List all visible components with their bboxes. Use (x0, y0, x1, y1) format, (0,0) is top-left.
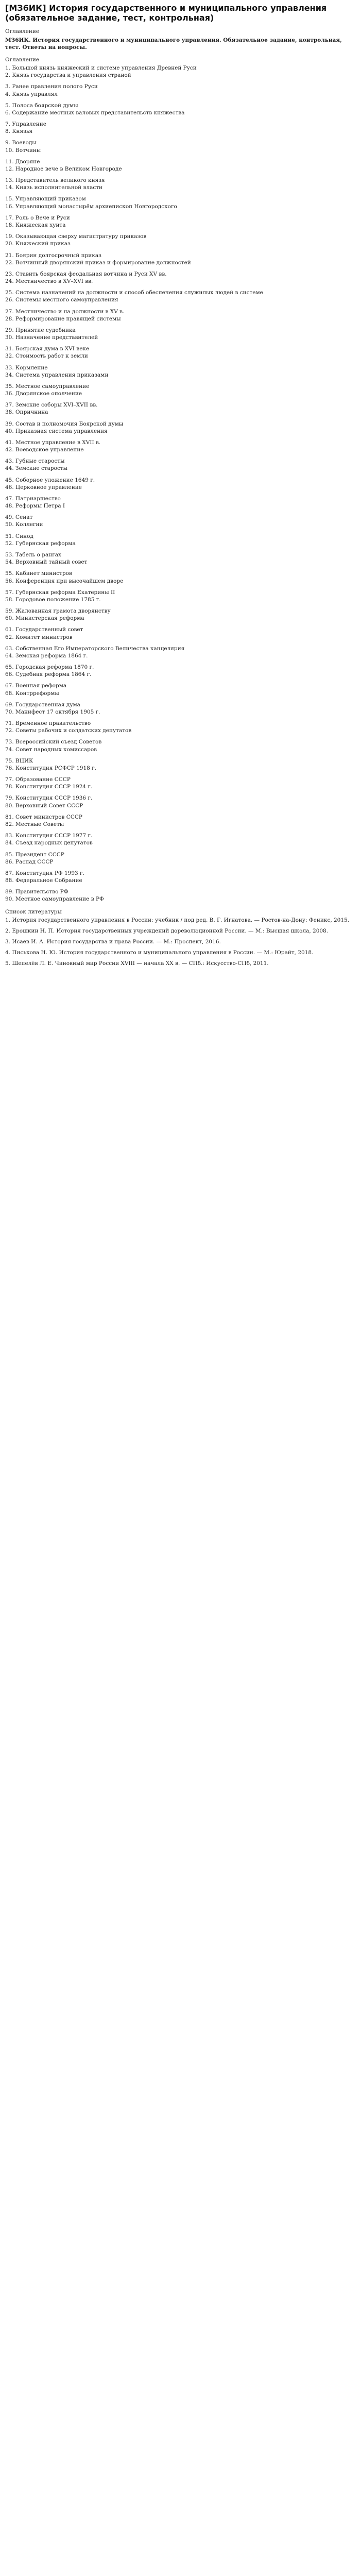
question-text: 81. Совет министров СССР (5, 814, 82, 820)
question-text: 87. Конституция РФ 1993 г. (5, 870, 84, 876)
qa-item (5, 233, 356, 247)
qa-item (5, 327, 356, 341)
bibliography-list (5, 917, 356, 968)
answer-text: 48. Реформы Петра I (5, 503, 65, 510)
qa-item (5, 870, 356, 884)
question-text: 57. Губернская реформа Екатерины II (5, 589, 115, 596)
answer-text: 72. Советы рабочих и солдатских депутатов (5, 727, 132, 734)
qa-item (5, 495, 356, 510)
qa-item (5, 814, 356, 828)
question-text: 5. Полоса боярской думы (5, 102, 78, 109)
toc-text: МЗ6ИК. История государственного и муниципального управления. Обязательное задание, контрольная, тест. Ответы на вопросы. (5, 37, 342, 50)
qa-list (5, 64, 356, 903)
answer-text: 18. Княжеская хунта (5, 222, 66, 228)
page (0, 0, 361, 976)
answer-text: 4. Князь управлял (5, 91, 58, 97)
qa-item (5, 626, 356, 640)
answer-text: 90. Местное самоуправление в РФ (5, 896, 104, 903)
qa-item (5, 851, 356, 866)
question-text: 3. Ранее правления полого Руси (5, 83, 98, 90)
bibliography-item: 1. История государственного управления в России: учебник / под ред. В. Г. Игнатова. — Ростов-на-Дону: Феникс, 2015. (5, 917, 350, 923)
question-text: 41. Местное управление в XVII в. (5, 439, 101, 446)
answer-text: 10. Вотчины (5, 147, 41, 154)
question-text: 51. Синод (5, 533, 33, 539)
answer-text: 62. Комитет министров (5, 634, 73, 640)
answer-text: 64. Земская реформа 1864 г. (5, 652, 88, 659)
qa-item (5, 832, 356, 846)
qa-item (5, 121, 356, 135)
section-label: Оглавление (5, 56, 40, 63)
answer-text: 40. Приказная система управления (5, 428, 108, 434)
qa-item (5, 738, 356, 753)
question-text: 7. Управление (5, 121, 46, 128)
question-text: 19. Оказывающая сверху магистратуру приказов (5, 233, 147, 240)
question-text: 73. Всероссийский съезд Советов (5, 739, 102, 745)
qa-item (5, 701, 356, 716)
answer-text: 46. Церковное управление (5, 484, 82, 490)
answer-text: 20. Княжеский приказ (5, 241, 71, 247)
question-text: 1. Большой князь княжеский и системе управления Древней Руси (5, 65, 197, 72)
question-text: 39. Состав и полномочия Боярской думы (5, 420, 124, 427)
answer-text: 66. Судебная реформа 1864 г. (5, 671, 92, 678)
question-text: 13. Представитель великого князя (5, 177, 105, 184)
question-text: 65. Городская реформа 1870 г. (5, 664, 94, 671)
question-text: 61. Государственный совет (5, 626, 83, 633)
qa-item (5, 776, 356, 790)
bibliography-label: Список литературы (5, 908, 62, 915)
qa-item (5, 682, 356, 697)
answer-text: 86. Распад СССР (5, 858, 54, 865)
qa-item (5, 401, 356, 416)
qa-item (5, 645, 356, 659)
bibliography-item: 4. Писькова Н. Ю. История государственного и муниципального управления в России. — М.: Юрайт, 2018. (5, 950, 314, 956)
answer-text: 68. Контрреформы (5, 690, 59, 697)
question-text: 55. Кабинет министров (5, 570, 72, 577)
question-text: 23. Ставить боярская феодальная вотчина и Руси XV вв. (5, 270, 167, 277)
question-text: 77. Образование СССР (5, 776, 71, 783)
question-text: 75. ВЦИК (5, 757, 33, 764)
answer-text: 8. Князья (5, 128, 33, 135)
answer-text: 24. Местничество в XV–XVI вв. (5, 278, 93, 285)
qa-item (5, 364, 356, 379)
answer-text: 70. Манифест 17 октября 1905 г. (5, 708, 100, 715)
answer-text: 2. Князь государства и управления страной (5, 72, 131, 79)
answer-text: 80. Верховный Совет СССР (5, 802, 83, 809)
question-text: 63. Собственная Его Императорского Величества канцелярия (5, 645, 185, 652)
question-text: 89. Правительство РФ (5, 889, 68, 895)
answer-text: 58. Городовое положение 1785 г. (5, 596, 101, 603)
question-text: 15. Управляющий приказом (5, 196, 86, 202)
answer-text: 44. Земские старосты (5, 465, 67, 472)
qa-item (5, 551, 356, 566)
qa-item (5, 102, 356, 116)
question-text: 69. Государственная дума (5, 701, 80, 708)
qa-item (5, 177, 356, 191)
bibliography-item: 2. Ерошкин Н. П. История государственных учреждений дореволюционной России. — М.: Высшая школа, 2008. (5, 927, 329, 934)
question-text: 33. Кормление (5, 364, 48, 371)
question-text: 11. Дворяне (5, 158, 40, 165)
qa-item (5, 420, 356, 435)
question-text: 37. Земские соборы XVI–XVII вв. (5, 402, 98, 409)
qa-item (5, 270, 356, 285)
answer-text: 14. Князь исполнительной власти (5, 184, 103, 191)
answer-text: 12. Народное вече в Великом Новгороде (5, 165, 122, 172)
answer-text: 56. Конференция при высочайшем дворе (5, 578, 124, 584)
answer-text: 50. Коллегии (5, 521, 43, 528)
question-text: 85. Президент СССР (5, 851, 64, 858)
answer-text: 38. Опричнина (5, 409, 48, 416)
answer-text: 6. Содержание местных валовых представительств княжества (5, 109, 185, 116)
answer-text: 84. Съезд народных депутатов (5, 840, 93, 846)
question-text: 35. Местное самоуправление (5, 383, 90, 389)
qa-item (5, 158, 356, 173)
question-text: 79. Конституция СССР 1936 г. (5, 795, 93, 802)
qa-item (5, 570, 356, 584)
answer-text: 28. Реформирование правящей системы (5, 315, 121, 322)
qa-item (5, 383, 356, 397)
qa-item (5, 345, 356, 360)
question-text: 59. Жалованная грамота дворянству (5, 608, 111, 615)
answer-text: 76. Конституция РСФСР 1918 г. (5, 765, 97, 771)
bibliography-item: 3. Исаев И. А. История государства и права России. — М.: Проспект, 2016. (5, 939, 221, 945)
answer-text: 60. Министерская реформа (5, 615, 84, 622)
question-text: 21. Боярин долгосрочный приказ (5, 252, 101, 259)
answer-text: 34. Система управления приказами (5, 371, 109, 378)
question-text: 27. Местничество и на должности в XV в. (5, 308, 125, 315)
qa-item (5, 64, 356, 79)
question-text: 43. Губные старосты (5, 458, 65, 465)
qa-item (5, 439, 356, 453)
answer-text: 16. Управляющий монастырём архиепископ Новгородского (5, 203, 177, 210)
question-text: 31. Боярская дума в XVI веке (5, 346, 90, 352)
answer-text: 42. Воеводское управление (5, 447, 84, 453)
page-title: [МЗ6ИК] История государственного и муниципального управления (обязательное задание, тест, контрольная) (5, 3, 327, 23)
answer-text: 54. Верховный тайный совет (5, 559, 88, 566)
question-text: 45. Соборное уложение 1649 г. (5, 477, 95, 483)
qa-item (5, 664, 356, 678)
toc-label: Оглавление (5, 28, 40, 35)
answer-text: 26. Системы местного самоуправления (5, 297, 118, 303)
qa-item (5, 720, 356, 734)
answer-text: 74. Совет народных комиссаров (5, 746, 97, 753)
qa-item (5, 514, 356, 528)
answer-text: 82. Местные Советы (5, 821, 64, 827)
question-text: 49. Сенат (5, 514, 33, 521)
answer-text: 22. Вотчинный дворянский приказ и формирование должностей (5, 259, 191, 266)
answer-text: 36. Дворянское ополчение (5, 391, 82, 397)
qa-item (5, 139, 356, 154)
qa-item (5, 214, 356, 229)
answer-text: 78. Конституция СССР 1924 г. (5, 784, 93, 790)
question-text: 83. Конституция СССР 1977 г. (5, 833, 93, 839)
qa-item (5, 252, 356, 266)
qa-item (5, 757, 356, 772)
question-text: 17. Роль о Вече и Руси (5, 214, 70, 221)
question-text: 53. Табель о рангах (5, 552, 61, 558)
question-text: 47. Патриаршество (5, 495, 61, 502)
qa-item (5, 457, 356, 472)
question-text: 67. Военная реформа (5, 683, 67, 689)
question-text: 71. Временное правительство (5, 720, 91, 727)
qa-item (5, 308, 356, 323)
question-text: 9. Воеводы (5, 140, 37, 146)
qa-item (5, 289, 356, 303)
qa-item (5, 589, 356, 603)
answer-text: 88. Федеральное Собрание (5, 877, 82, 884)
answer-text: 30. Назначение представителей (5, 334, 98, 341)
question-text: 29. Принятие судебника (5, 327, 76, 333)
qa-item (5, 195, 356, 210)
answer-text: 52. Губернская реформа (5, 540, 76, 547)
question-text: 25. Система назначений на должности и способ обеспечения служилых людей в системе (5, 290, 263, 296)
qa-item (5, 794, 356, 809)
qa-item (5, 83, 356, 97)
qa-item (5, 533, 356, 547)
answer-text: 32. Стоимость работ к земли (5, 353, 88, 360)
qa-item (5, 607, 356, 622)
qa-item (5, 477, 356, 491)
bibliography-item: 5. Шепелёв Л. Е. Чиновный мир России XVIII — начала XX в. — СПб.: Искусство-СПб, 2011. (5, 960, 269, 967)
qa-item (5, 888, 356, 903)
